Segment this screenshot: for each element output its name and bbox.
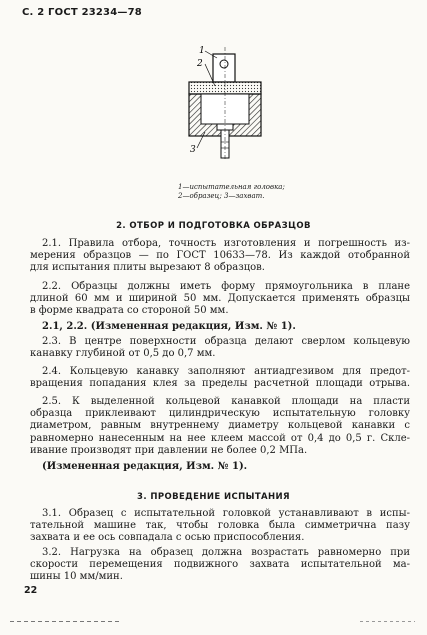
scan-artifact	[10, 621, 120, 622]
callout-3: 3	[190, 145, 196, 155]
paragraph-2-3	[30, 336, 410, 360]
caption-line: 1—испытательная головка;	[178, 183, 285, 191]
figure-caption	[178, 183, 285, 201]
text-line: длиной 60 мм и шириной 50 мм. Допускается применять образцы	[30, 293, 410, 305]
paragraph-2-5	[30, 396, 410, 457]
text-line: 3.1. Образец с испытательной головкой устанавливают в испы-	[42, 508, 410, 519]
section-2-title: 2. ОТБОР И ПОДГОТОВКА ОБРАЗЦОВ	[116, 221, 311, 231]
callout-2: 2	[197, 59, 203, 69]
text-line: 3.2. Нагрузка на образец должна возрастать равномерно при	[42, 547, 410, 558]
amendment-note-2-1	[30, 321, 410, 333]
text-line: образца приклеивают цилиндрическую испытательную головку	[30, 408, 410, 420]
section-3-title: 3. ПРОВЕДЕНИЕ ИСПЫТАНИЯ	[137, 492, 290, 502]
text-line: (Измененная редакция, Изм. № 1).	[42, 461, 248, 472]
paragraph-2-4	[30, 366, 410, 390]
text-line: мерения образцов — по ГОСТ 10633—78. Из каждой отобранной	[30, 250, 410, 262]
paragraph-2-1	[30, 238, 410, 275]
text-line: вращения попадания клея за пределы расчетной площади отрыва.	[30, 378, 410, 390]
text-line: 2.2. Образцы должны иметь форму прямоугольника в плане	[42, 281, 410, 292]
text-line: захвата и ее ось совпадала с осью приспособления.	[30, 532, 305, 544]
text-line: шины 10 мм/мин.	[30, 571, 123, 583]
callout-1: 1	[199, 46, 205, 56]
text-line: 2.4. Кольцевую канавку заполняют антиадгезивом для предот-	[42, 366, 410, 377]
text-line: скорости перемещения подвижного захвата испытательной ма-	[30, 559, 410, 571]
amendment-note-2-5	[30, 461, 410, 473]
text-line: равномерно нанесенным на нее клеем массой от 0,4 до 0,5 г. Скле-	[30, 432, 410, 444]
fixture-drawing	[175, 42, 275, 162]
text-line: для испытания плиты вырезают 8 образцов.	[30, 262, 265, 274]
scan-artifact	[360, 621, 415, 622]
text-line: диаметром, равным внутреннему диаметру кольцевой канавки с	[30, 420, 410, 432]
text-line: 2.5. К выделенной кольцевой канавкой площади на пласти	[42, 396, 410, 407]
page-header: С. 2 ГОСТ 23234—78	[22, 7, 142, 18]
text-line: в форме квадрата со стороной 50 мм.	[30, 305, 229, 317]
text-line: тательной машине так, чтобы головка была симметрична пазу	[30, 520, 410, 532]
text-line: 2.1. Правила отбора, точность изготовления и погрешность из-	[42, 238, 410, 249]
test-fixture-figure	[175, 42, 275, 162]
test-head-hole	[220, 60, 228, 68]
text-line: канавку глубиной от 0,5 до 0,7 мм.	[30, 348, 216, 360]
paragraph-2-2	[30, 281, 410, 318]
caption-line: 2—образец; 3—захват.	[178, 192, 265, 200]
text-line: ивание производят при давлении не более 0,2 МПа.	[30, 444, 308, 456]
paragraph-3-1	[30, 508, 410, 545]
text-line: 2.3. В центре поверхности образца делают сверлом кольцевую	[42, 336, 410, 347]
page-number: 22	[24, 585, 38, 596]
text-line: 2.1, 2.2. (Измененная редакция, Изм. № 1).	[42, 321, 296, 332]
paragraph-3-2	[30, 547, 410, 584]
